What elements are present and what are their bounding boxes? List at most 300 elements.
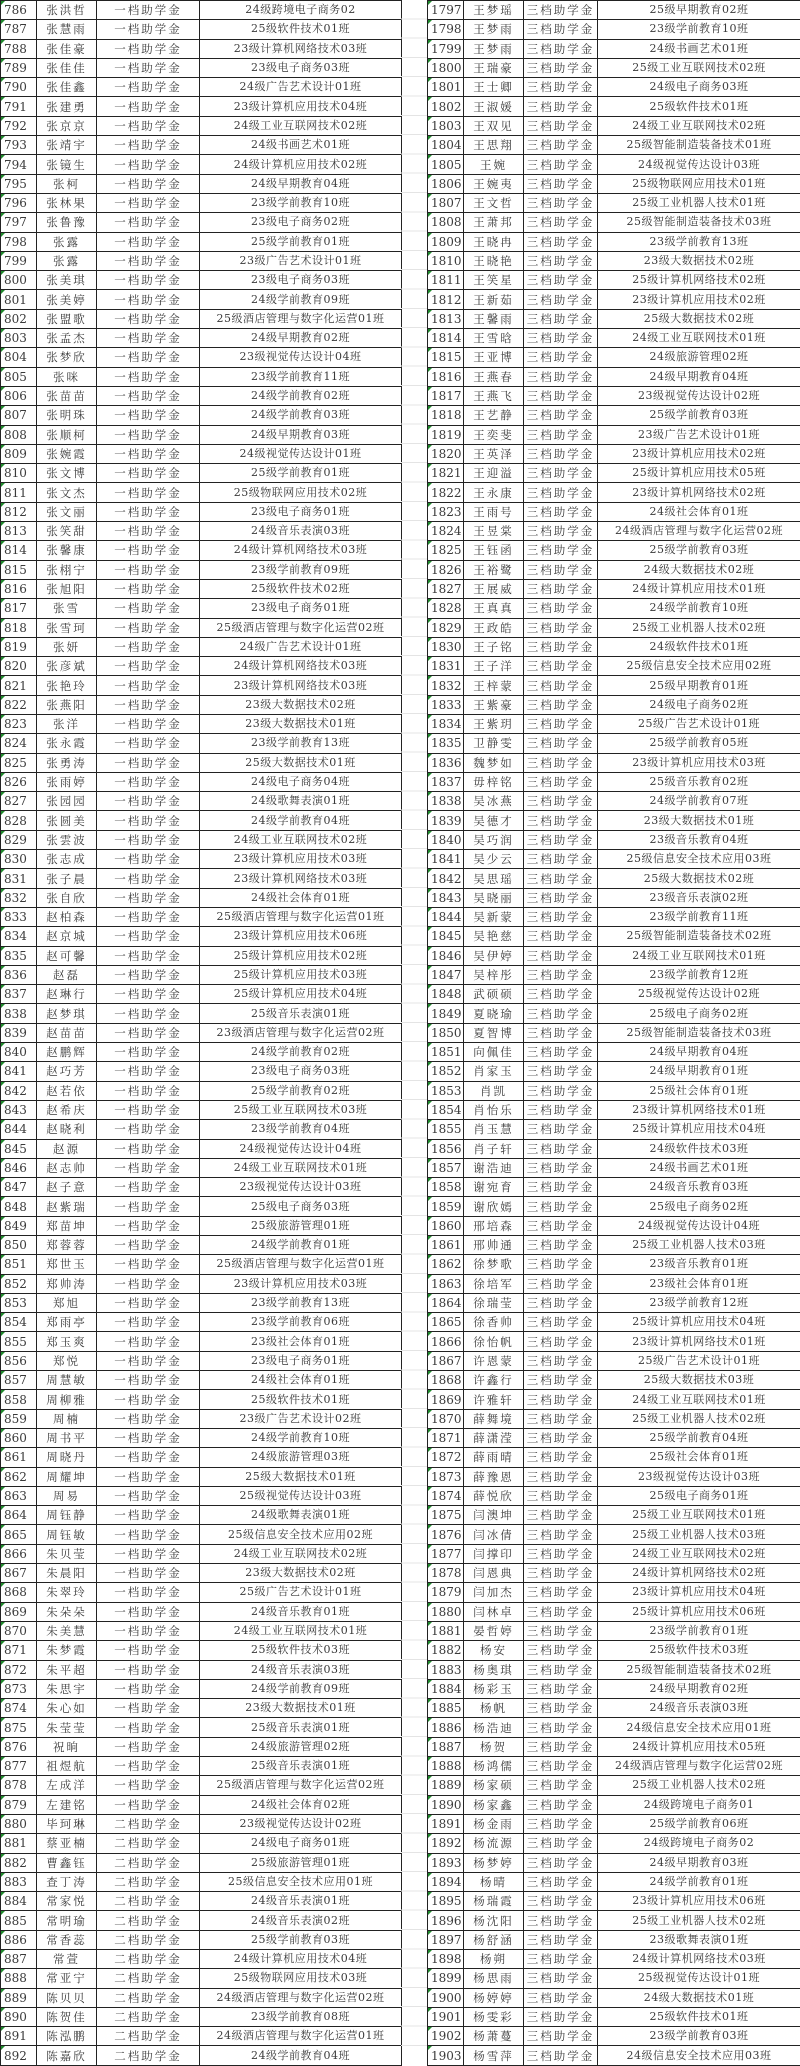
class-name-cell[interactable]: 23级广告艺术设计01班 — [200, 251, 402, 270]
class-name-cell[interactable]: 23级学前教育13班 — [598, 232, 800, 251]
student-name-cell[interactable]: 张梦欣 — [37, 348, 97, 367]
stipend-level-cell[interactable]: 三档助学金 — [524, 58, 598, 77]
student-name-cell[interactable]: 张鲁豫 — [37, 213, 97, 232]
class-name-cell[interactable]: 24级大数据技术01班 — [598, 1988, 800, 2007]
row-number-cell[interactable]: 1823 — [428, 502, 464, 521]
stipend-level-cell[interactable]: 三档助学金 — [524, 271, 598, 290]
class-name-cell[interactable]: 24级社会体育01班 — [200, 1371, 402, 1390]
class-name-cell[interactable]: 25级计算机应用技术02班 — [200, 946, 402, 965]
student-name-cell[interactable]: 赵琳行 — [37, 985, 97, 1004]
stipend-level-cell[interactable]: 三档助学金 — [524, 1525, 598, 1544]
student-name-cell[interactable]: 王雪晗 — [464, 329, 524, 348]
student-name-cell[interactable]: 徐怡帆 — [464, 1332, 524, 1351]
row-number-cell[interactable]: 792 — [1, 116, 37, 135]
stipend-level-cell[interactable]: 三档助学金 — [524, 290, 598, 309]
row-number-cell[interactable]: 1820 — [428, 444, 464, 463]
class-name-cell[interactable]: 25级信息安全技术应用02班 — [598, 657, 800, 676]
stipend-level-cell[interactable]: 一档助学金 — [97, 676, 200, 695]
stipend-level-cell[interactable]: 三档助学金 — [524, 1641, 598, 1660]
row-number-cell[interactable]: 880 — [1, 1814, 37, 1833]
row-number-cell[interactable]: 837 — [1, 985, 37, 1004]
class-name-cell[interactable]: 23级学前教育10班 — [598, 20, 800, 39]
class-name-cell[interactable]: 23级大数据技术02班 — [200, 1564, 402, 1583]
stipend-level-cell[interactable]: 一档助学金 — [97, 1004, 200, 1023]
row-number-cell[interactable]: 861 — [1, 1448, 37, 1467]
class-name-cell[interactable]: 23级计算机应用技术03班 — [598, 753, 800, 772]
row-number-cell[interactable]: 819 — [1, 637, 37, 656]
row-number-cell[interactable]: 1855 — [428, 1120, 464, 1139]
student-name-cell[interactable]: 朱平超 — [37, 1660, 97, 1679]
stipend-level-cell[interactable]: 三档助学金 — [524, 1409, 598, 1428]
student-name-cell[interactable]: 武硕硕 — [464, 985, 524, 1004]
student-name-cell[interactable]: 赵磊 — [37, 965, 97, 984]
class-name-cell[interactable]: 25级学前教育02班 — [200, 1081, 402, 1100]
stipend-level-cell[interactable]: 三档助学金 — [524, 1602, 598, 1621]
row-number-cell[interactable]: 1900 — [428, 1988, 464, 2007]
row-number-cell[interactable]: 831 — [1, 869, 37, 888]
student-name-cell[interactable]: 闫撑印 — [464, 1544, 524, 1563]
class-name-cell[interactable]: 24级书画艺术01班 — [598, 1158, 800, 1177]
student-name-cell[interactable]: 王奕斐 — [464, 425, 524, 444]
row-number-cell[interactable]: 868 — [1, 1583, 37, 1602]
class-name-cell[interactable]: 25级工业互联网技术03班 — [200, 1100, 402, 1119]
student-name-cell[interactable]: 王晓冉 — [464, 232, 524, 251]
stipend-level-cell[interactable]: 一档助学金 — [97, 1776, 200, 1795]
row-number-cell[interactable]: 875 — [1, 1718, 37, 1737]
class-name-cell[interactable]: 25级计算机应用技术03班 — [200, 965, 402, 984]
stipend-level-cell[interactable]: 三档助学金 — [524, 618, 598, 637]
class-name-cell[interactable]: 24级计算机网络技术02班 — [598, 1564, 800, 1583]
row-number-cell[interactable]: 848 — [1, 1197, 37, 1216]
stipend-level-cell[interactable]: 一档助学金 — [97, 1023, 200, 1042]
student-name-cell[interactable]: 杨安 — [464, 1641, 524, 1660]
student-name-cell[interactable]: 王昱棠 — [464, 522, 524, 541]
student-name-cell[interactable]: 魏梦如 — [464, 753, 524, 772]
stipend-level-cell[interactable]: 三档助学金 — [524, 1892, 598, 1911]
stipend-level-cell[interactable]: 三档助学金 — [524, 676, 598, 695]
row-number-cell[interactable]: 1828 — [428, 599, 464, 618]
row-number-cell[interactable]: 1862 — [428, 1255, 464, 1274]
stipend-level-cell[interactable]: 一档助学金 — [97, 78, 200, 97]
stipend-level-cell[interactable]: 一档助学金 — [97, 483, 200, 502]
class-name-cell[interactable]: 23级广告艺术设计01班 — [598, 425, 800, 444]
stipend-level-cell[interactable]: 三档助学金 — [524, 97, 598, 116]
student-name-cell[interactable]: 王思翔 — [464, 136, 524, 155]
class-name-cell[interactable]: 25级计算机应用技术04班 — [598, 1120, 800, 1139]
stipend-level-cell[interactable]: 三档助学金 — [524, 1274, 598, 1293]
stipend-level-cell[interactable]: 一档助学金 — [97, 1120, 200, 1139]
student-name-cell[interactable]: 赵梦琪 — [37, 1004, 97, 1023]
stipend-level-cell[interactable]: 三档助学金 — [524, 1949, 598, 1968]
student-name-cell[interactable]: 郑世玉 — [37, 1255, 97, 1274]
row-number-cell[interactable]: 857 — [1, 1371, 37, 1390]
row-number-cell[interactable]: 797 — [1, 213, 37, 232]
class-name-cell[interactable]: 25级酒店管理与数字化运营01班 — [200, 907, 402, 926]
class-name-cell[interactable]: 25级视觉传达设计01班 — [598, 1969, 800, 1988]
row-number-cell[interactable]: 1873 — [428, 1467, 464, 1486]
row-number-cell[interactable]: 1798 — [428, 20, 464, 39]
student-name-cell[interactable]: 夏晓瑜 — [464, 1004, 524, 1023]
stipend-level-cell[interactable]: 三档助学金 — [524, 888, 598, 907]
stipend-level-cell[interactable]: 三档助学金 — [524, 444, 598, 463]
row-number-cell[interactable]: 1822 — [428, 483, 464, 502]
row-number-cell[interactable]: 852 — [1, 1274, 37, 1293]
stipend-level-cell[interactable]: 一档助学金 — [97, 541, 200, 560]
class-name-cell[interactable]: 23级计算机应用技术04班 — [598, 1583, 800, 1602]
student-name-cell[interactable]: 徐香帅 — [464, 1313, 524, 1332]
student-name-cell[interactable]: 赵子意 — [37, 1178, 97, 1197]
row-number-cell[interactable]: 882 — [1, 1853, 37, 1872]
class-name-cell[interactable]: 24级跨境电子商务01 — [598, 1795, 800, 1814]
student-name-cell[interactable]: 张妍 — [37, 637, 97, 656]
class-name-cell[interactable]: 25级学前教育04班 — [598, 1428, 800, 1447]
stipend-level-cell[interactable]: 一档助学金 — [97, 1236, 200, 1255]
stipend-level-cell[interactable]: 一档助学金 — [97, 772, 200, 791]
stipend-level-cell[interactable]: 一档助学金 — [97, 1390, 200, 1409]
student-name-cell[interactable]: 吴艳慈 — [464, 927, 524, 946]
stipend-level-cell[interactable]: 三档助学金 — [524, 1969, 598, 1988]
student-name-cell[interactable]: 闫澳坤 — [464, 1506, 524, 1525]
student-name-cell[interactable]: 肖凯 — [464, 1081, 524, 1100]
student-name-cell[interactable]: 陈嘉欣 — [37, 2046, 97, 2065]
row-number-cell[interactable]: 1884 — [428, 1679, 464, 1698]
student-name-cell[interactable]: 肖家玉 — [464, 1062, 524, 1081]
student-name-cell[interactable]: 杨浩迪 — [464, 1718, 524, 1737]
class-name-cell[interactable]: 23级电子商务01班 — [200, 502, 402, 521]
student-name-cell[interactable]: 杨朔 — [464, 1949, 524, 1968]
stipend-level-cell[interactable]: 一档助学金 — [97, 985, 200, 1004]
stipend-level-cell[interactable]: 三档助学金 — [524, 309, 598, 328]
class-name-cell[interactable]: 25级计算机应用技术04班 — [200, 985, 402, 1004]
row-number-cell[interactable]: 844 — [1, 1120, 37, 1139]
row-number-cell[interactable]: 1815 — [428, 348, 464, 367]
class-name-cell[interactable]: 25级大数据技术01班 — [200, 1467, 402, 1486]
class-name-cell[interactable]: 24级早期教育03班 — [598, 1853, 800, 1872]
student-name-cell[interactable]: 吴冰燕 — [464, 792, 524, 811]
student-name-cell[interactable]: 谢浩迪 — [464, 1158, 524, 1177]
student-name-cell[interactable]: 王迎溢 — [464, 464, 524, 483]
class-name-cell[interactable]: 23级电子商务02班 — [200, 213, 402, 232]
class-name-cell[interactable]: 25级学前教育03班 — [598, 541, 800, 560]
student-name-cell[interactable]: 杨思雨 — [464, 1969, 524, 1988]
row-number-cell[interactable]: 1842 — [428, 869, 464, 888]
student-name-cell[interactable]: 杨家硕 — [464, 1776, 524, 1795]
stipend-level-cell[interactable]: 一档助学金 — [97, 1757, 200, 1776]
row-number-cell[interactable]: 846 — [1, 1158, 37, 1177]
class-name-cell[interactable]: 23级计算机网络技术03班 — [200, 676, 402, 695]
stipend-level-cell[interactable]: 二档助学金 — [97, 1814, 200, 1833]
student-name-cell[interactable]: 王钰函 — [464, 541, 524, 560]
student-name-cell[interactable]: 张雨婷 — [37, 772, 97, 791]
student-name-cell[interactable]: 张美婷 — [37, 290, 97, 309]
row-number-cell[interactable]: 1895 — [428, 1892, 464, 1911]
row-number-cell[interactable]: 801 — [1, 290, 37, 309]
class-name-cell[interactable]: 25级音乐表演01班 — [200, 1757, 402, 1776]
stipend-level-cell[interactable]: 一档助学金 — [97, 965, 200, 984]
class-name-cell[interactable]: 23级社会体育01班 — [598, 1274, 800, 1293]
row-number-cell[interactable]: 798 — [1, 232, 37, 251]
row-number-cell[interactable]: 839 — [1, 1023, 37, 1042]
class-name-cell[interactable]: 24级学前教育04班 — [200, 2046, 402, 2065]
class-name-cell[interactable]: 24级早期教育04班 — [598, 1043, 800, 1062]
class-name-cell[interactable]: 25级视觉传达设计02班 — [598, 985, 800, 1004]
stipend-level-cell[interactable]: 三档助学金 — [524, 1988, 598, 2007]
row-number-cell[interactable]: 843 — [1, 1100, 37, 1119]
class-name-cell[interactable]: 24级音乐表演03班 — [598, 1699, 800, 1718]
student-name-cell[interactable]: 杨家鑫 — [464, 1795, 524, 1814]
class-name-cell[interactable]: 25级工业机器人技术02班 — [598, 1409, 800, 1428]
row-number-cell[interactable]: 1899 — [428, 1969, 464, 1988]
row-number-cell[interactable]: 1853 — [428, 1081, 464, 1100]
class-name-cell[interactable]: 24级视觉传达设计04班 — [598, 1216, 800, 1235]
row-number-cell[interactable]: 864 — [1, 1506, 37, 1525]
class-name-cell[interactable]: 25级学前教育03班 — [598, 406, 800, 425]
class-name-cell[interactable]: 25级社会体育01班 — [598, 1448, 800, 1467]
row-number-cell[interactable]: 1889 — [428, 1776, 464, 1795]
row-number-cell[interactable]: 1902 — [428, 2027, 464, 2046]
student-name-cell[interactable]: 张佳豪 — [37, 39, 97, 58]
student-name-cell[interactable]: 朱贝莹 — [37, 1544, 97, 1563]
stipend-level-cell[interactable]: 三档助学金 — [524, 39, 598, 58]
class-name-cell[interactable]: 25级物联网应用技术03班 — [200, 1969, 402, 1988]
stipend-level-cell[interactable]: 一档助学金 — [97, 1583, 200, 1602]
class-name-cell[interactable]: 25级旅游管理01班 — [200, 1853, 402, 1872]
row-number-cell[interactable]: 874 — [1, 1699, 37, 1718]
class-name-cell[interactable]: 24级酒店管理与数字化运营02班 — [200, 1988, 402, 2007]
student-name-cell[interactable]: 张京京 — [37, 116, 97, 135]
row-number-cell[interactable]: 872 — [1, 1660, 37, 1679]
student-name-cell[interactable]: 王亚博 — [464, 348, 524, 367]
row-number-cell[interactable]: 827 — [1, 792, 37, 811]
stipend-level-cell[interactable]: 三档助学金 — [524, 1699, 598, 1718]
row-number-cell[interactable]: 800 — [1, 271, 37, 290]
stipend-level-cell[interactable]: 一档助学金 — [97, 1293, 200, 1312]
stipend-level-cell[interactable]: 一档助学金 — [97, 1486, 200, 1505]
class-name-cell[interactable]: 24级计算机网络技术03班 — [200, 657, 402, 676]
stipend-level-cell[interactable]: 三档助学金 — [524, 1853, 598, 1872]
row-number-cell[interactable]: 863 — [1, 1486, 37, 1505]
student-name-cell[interactable]: 郑玉爽 — [37, 1332, 97, 1351]
class-name-cell[interactable]: 23级学前教育11班 — [598, 907, 800, 926]
class-name-cell[interactable]: 24级音乐表演03班 — [200, 522, 402, 541]
stipend-level-cell[interactable]: 一档助学金 — [97, 734, 200, 753]
stipend-level-cell[interactable]: 一档助学金 — [97, 522, 200, 541]
row-number-cell[interactable]: 799 — [1, 251, 37, 270]
stipend-level-cell[interactable]: 一档助学金 — [97, 1621, 200, 1640]
student-name-cell[interactable]: 张镜生 — [37, 155, 97, 174]
class-name-cell[interactable]: 23级视觉传达设计03班 — [598, 1467, 800, 1486]
student-name-cell[interactable]: 张旭阳 — [37, 579, 97, 598]
stipend-level-cell[interactable]: 三档助学金 — [524, 753, 598, 772]
row-number-cell[interactable]: 889 — [1, 1988, 37, 2007]
student-name-cell[interactable]: 郑悦 — [37, 1351, 97, 1370]
stipend-level-cell[interactable]: 一档助学金 — [97, 618, 200, 637]
stipend-level-cell[interactable]: 三档助学金 — [524, 1043, 598, 1062]
class-name-cell[interactable]: 23级学前教育08班 — [200, 2007, 402, 2026]
class-name-cell[interactable]: 24级工业互联网技术02班 — [200, 1544, 402, 1563]
stipend-level-cell[interactable]: 三档助学金 — [524, 367, 598, 386]
class-name-cell[interactable]: 24级软件技术03班 — [598, 1139, 800, 1158]
class-name-cell[interactable]: 23级大数据技术02班 — [598, 251, 800, 270]
class-name-cell[interactable]: 23级计算机应用技术03班 — [200, 850, 402, 869]
stipend-level-cell[interactable]: 一档助学金 — [97, 1158, 200, 1177]
student-name-cell[interactable]: 周书平 — [37, 1428, 97, 1447]
student-name-cell[interactable]: 夏智博 — [464, 1023, 524, 1042]
row-number-cell[interactable]: 805 — [1, 367, 37, 386]
row-number-cell[interactable]: 1877 — [428, 1544, 464, 1563]
student-name-cell[interactable]: 朱思宇 — [37, 1679, 97, 1698]
row-number-cell[interactable]: 853 — [1, 1293, 37, 1312]
row-number-cell[interactable]: 862 — [1, 1467, 37, 1486]
row-number-cell[interactable]: 1882 — [428, 1641, 464, 1660]
row-number-cell[interactable]: 1805 — [428, 155, 464, 174]
student-name-cell[interactable]: 朱莹莹 — [37, 1718, 97, 1737]
student-name-cell[interactable]: 朱心如 — [37, 1699, 97, 1718]
class-name-cell[interactable]: 23级音乐表演02班 — [598, 888, 800, 907]
row-number-cell[interactable]: 807 — [1, 406, 37, 425]
student-name-cell[interactable]: 卫静雯 — [464, 734, 524, 753]
student-name-cell[interactable]: 张燕阳 — [37, 695, 97, 714]
stipend-level-cell[interactable]: 二档助学金 — [97, 1969, 200, 1988]
row-number-cell[interactable]: 871 — [1, 1641, 37, 1660]
stipend-level-cell[interactable]: 三档助学金 — [524, 155, 598, 174]
row-number-cell[interactable]: 1861 — [428, 1236, 464, 1255]
class-name-cell[interactable]: 25级计算机应用技术05班 — [598, 464, 800, 483]
stipend-level-cell[interactable]: 一档助学金 — [97, 193, 200, 212]
student-name-cell[interactable]: 张栩宁 — [37, 560, 97, 579]
stipend-level-cell[interactable]: 三档助学金 — [524, 1216, 598, 1235]
class-name-cell[interactable]: 25级工业机器人技术02班 — [598, 1911, 800, 1930]
student-name-cell[interactable]: 张美琪 — [37, 271, 97, 290]
class-name-cell[interactable]: 24级学前教育10班 — [598, 599, 800, 618]
row-number-cell[interactable]: 877 — [1, 1757, 37, 1776]
stipend-level-cell[interactable]: 一档助学金 — [97, 348, 200, 367]
stipend-level-cell[interactable]: 一档助学金 — [97, 20, 200, 39]
class-name-cell[interactable]: 24级酒店管理与数字化运营02班 — [598, 522, 800, 541]
row-number-cell[interactable]: 1824 — [428, 522, 464, 541]
row-number-cell[interactable]: 1846 — [428, 946, 464, 965]
class-name-cell[interactable]: 25级信息安全技术应用03班 — [598, 850, 800, 869]
class-name-cell[interactable]: 24级酒店管理与数字化运营02班 — [598, 1757, 800, 1776]
row-number-cell[interactable]: 812 — [1, 502, 37, 521]
student-name-cell[interactable]: 王英泽 — [464, 444, 524, 463]
class-name-cell[interactable]: 25级音乐教育02班 — [598, 772, 800, 791]
student-name-cell[interactable]: 常家悦 — [37, 1892, 97, 1911]
class-name-cell[interactable]: 23级酒店管理与数字化运营02班 — [200, 1023, 402, 1042]
student-name-cell[interactable]: 张婉霞 — [37, 444, 97, 463]
row-number-cell[interactable]: 876 — [1, 1737, 37, 1756]
class-name-cell[interactable]: 25级大数据技术02班 — [598, 869, 800, 888]
student-name-cell[interactable]: 王梦雨 — [464, 39, 524, 58]
row-number-cell[interactable]: 832 — [1, 888, 37, 907]
student-name-cell[interactable]: 周柳雅 — [37, 1390, 97, 1409]
student-name-cell[interactable]: 王淑媛 — [464, 97, 524, 116]
student-name-cell[interactable]: 张子晨 — [37, 869, 97, 888]
stipend-level-cell[interactable]: 三档助学金 — [524, 2046, 598, 2065]
class-name-cell[interactable]: 23级电子商务03班 — [200, 1062, 402, 1081]
student-name-cell[interactable]: 杨沈阳 — [464, 1911, 524, 1930]
row-number-cell[interactable]: 1819 — [428, 425, 464, 444]
class-name-cell[interactable]: 23级视觉传达设计02班 — [598, 386, 800, 405]
stipend-level-cell[interactable]: 一档助学金 — [97, 1100, 200, 1119]
student-name-cell[interactable]: 张靖宇 — [37, 136, 97, 155]
class-name-cell[interactable]: 23级电子商务01班 — [200, 599, 402, 618]
student-name-cell[interactable]: 王紫玥 — [464, 714, 524, 733]
stipend-level-cell[interactable]: 一档助学金 — [97, 714, 200, 733]
student-name-cell[interactable]: 周楠 — [37, 1409, 97, 1428]
student-name-cell[interactable]: 张文杰 — [37, 483, 97, 502]
row-number-cell[interactable]: 1859 — [428, 1197, 464, 1216]
row-number-cell[interactable]: 1807 — [428, 193, 464, 212]
stipend-level-cell[interactable]: 三档助学金 — [524, 386, 598, 405]
class-name-cell[interactable]: 24级早期教育01班 — [598, 1062, 800, 1081]
class-name-cell[interactable]: 23级学前教育10班 — [200, 193, 402, 212]
class-name-cell[interactable]: 24级工业互联网技术02班 — [200, 830, 402, 849]
student-name-cell[interactable]: 张顺柯 — [37, 425, 97, 444]
stipend-level-cell[interactable]: 三档助学金 — [524, 907, 598, 926]
class-name-cell[interactable]: 25级学前教育05班 — [598, 734, 800, 753]
stipend-level-cell[interactable]: 一档助学金 — [97, 811, 200, 830]
row-number-cell[interactable]: 1868 — [428, 1371, 464, 1390]
student-name-cell[interactable]: 许雅轩 — [464, 1390, 524, 1409]
row-number-cell[interactable]: 855 — [1, 1332, 37, 1351]
class-name-cell[interactable]: 24级工业互联网技术01班 — [598, 946, 800, 965]
student-name-cell[interactable]: 王子铭 — [464, 637, 524, 656]
row-number-cell[interactable]: 888 — [1, 1969, 37, 1988]
row-number-cell[interactable]: 809 — [1, 444, 37, 463]
stipend-level-cell[interactable]: 一档助学金 — [97, 155, 200, 174]
student-name-cell[interactable]: 郑蓉蓉 — [37, 1236, 97, 1255]
stipend-level-cell[interactable]: 三档助学金 — [524, 136, 598, 155]
class-name-cell[interactable]: 25级物联网应用技术01班 — [598, 174, 800, 193]
stipend-level-cell[interactable]: 三档助学金 — [524, 1757, 598, 1776]
student-name-cell[interactable]: 谢宛育 — [464, 1178, 524, 1197]
stipend-level-cell[interactable]: 一档助学金 — [97, 1062, 200, 1081]
class-name-cell[interactable]: 25级广告艺术设计01班 — [598, 714, 800, 733]
student-name-cell[interactable]: 陈贝贝 — [37, 1988, 97, 2007]
student-name-cell[interactable]: 徐梦歌 — [464, 1255, 524, 1274]
class-name-cell[interactable]: 24级工业互联网技术02班 — [598, 116, 800, 135]
stipend-level-cell[interactable]: 一档助学金 — [97, 1274, 200, 1293]
stipend-level-cell[interactable]: 三档助学金 — [524, 714, 598, 733]
row-number-cell[interactable]: 1852 — [428, 1062, 464, 1081]
stipend-level-cell[interactable]: 三档助学金 — [524, 1930, 598, 1949]
class-name-cell[interactable]: 24级书画艺术01班 — [598, 39, 800, 58]
student-name-cell[interactable]: 吴德才 — [464, 811, 524, 830]
stipend-level-cell[interactable]: 一档助学金 — [97, 1313, 200, 1332]
class-name-cell[interactable]: 23级学前教育06班 — [200, 1313, 402, 1332]
row-number-cell[interactable]: 1800 — [428, 58, 464, 77]
row-number-cell[interactable]: 1843 — [428, 888, 464, 907]
class-name-cell[interactable]: 24级视觉传达设计04班 — [200, 1139, 402, 1158]
row-number-cell[interactable]: 1887 — [428, 1737, 464, 1756]
row-number-cell[interactable]: 1803 — [428, 116, 464, 135]
stipend-level-cell[interactable]: 三档助学金 — [524, 1120, 598, 1139]
student-name-cell[interactable]: 徐培军 — [464, 1274, 524, 1293]
stipend-level-cell[interactable]: 一档助学金 — [97, 1699, 200, 1718]
stipend-level-cell[interactable]: 一档助学金 — [97, 386, 200, 405]
row-number-cell[interactable]: 1844 — [428, 907, 464, 926]
class-name-cell[interactable]: 25级电子商务02班 — [598, 1197, 800, 1216]
class-name-cell[interactable]: 23级计算机网络技术01班 — [598, 1332, 800, 1351]
student-name-cell[interactable]: 肖玉慧 — [464, 1120, 524, 1139]
row-number-cell[interactable]: 1799 — [428, 39, 464, 58]
row-number-cell[interactable]: 1849 — [428, 1004, 464, 1023]
student-name-cell[interactable]: 周易 — [37, 1486, 97, 1505]
row-number-cell[interactable]: 1831 — [428, 657, 464, 676]
class-name-cell[interactable]: 24级早期教育02班 — [598, 1679, 800, 1698]
student-name-cell[interactable]: 朱美慧 — [37, 1621, 97, 1640]
